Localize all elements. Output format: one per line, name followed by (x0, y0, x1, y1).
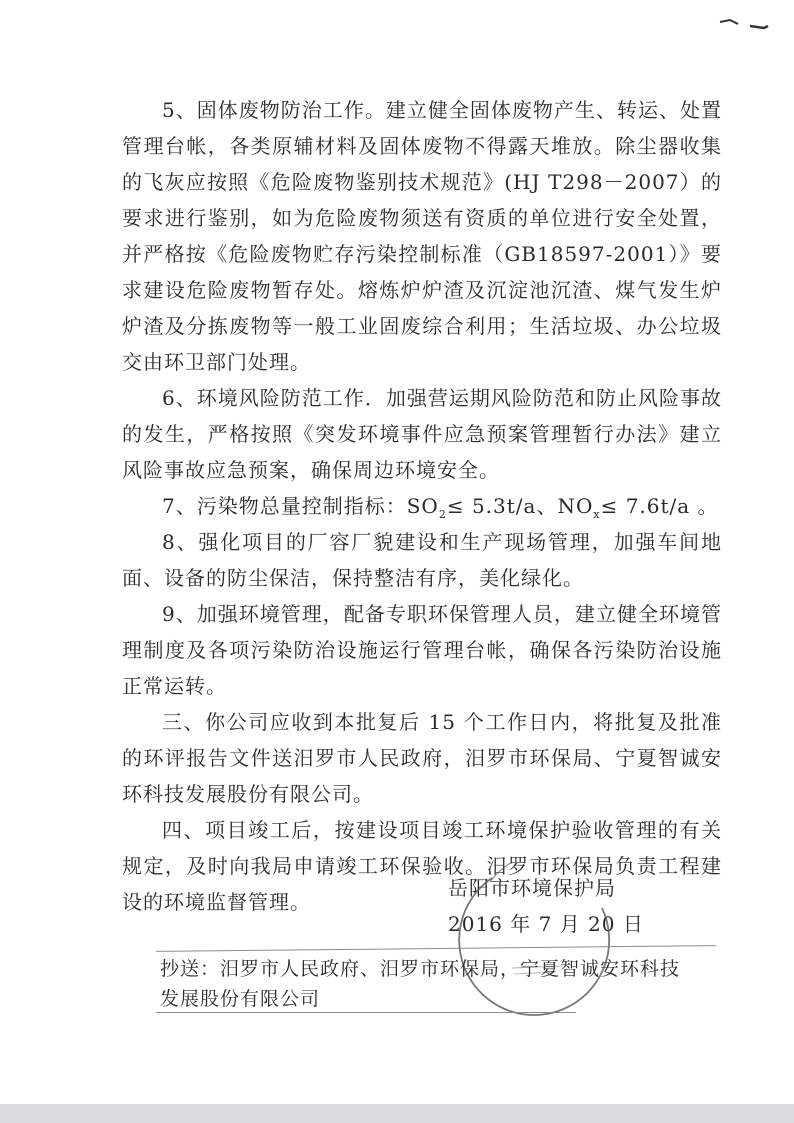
document-body (122, 92, 722, 920)
signature-date: 2016 年 7 月 20 日 (448, 912, 644, 936)
paragraph-site-management: 8、强化项目的厂容厂貌建设和生产现场管理，加强车间地面、设备的防尘保洁，保持整洁有序，美化绿化。 (122, 530, 722, 590)
paragraph-acceptance: 四、项目竣工后，按建设项目竣工环境保护验收管理的有关规定，及时向我局申请竣工环保验收。汨罗市环保局负责工程建设的环境监督管理。 (122, 818, 722, 914)
paragraph-solid-waste: 5、固体废物防治工作。建立健全固体废物产生、转运、处置管理台帐，各类原辅材料及固体废物不得露天堆放。除尘器收集的飞灰应按照《危险废物鉴别技术规范》(HJ T298－2007）的要求进行鉴别，如为危险废物须送有资质的单位进行安全处置，并严格按《危险废物贮存污染控制标准（GB18597-2001）》要求建设危险废物暂存处。熔炼炉炉渣及沉淀池沉渣、煤气发生炉炉渣及分拣废物等一般工业固废综合利用；生活垃圾、办公垃圾交由环卫部门处理。 (122, 98, 722, 374)
paragraph-submission: 三、你公司应收到本批复后 15 个工作日内，将批复及批准的环评报告文件送汨罗市人民政府，汨罗市环保局、宁夏智诚安环科技发展股份有限公司。 (122, 710, 722, 806)
cc-line-2: 发展股份有限公司 (160, 988, 321, 1010)
cc-top-rule (156, 945, 716, 952)
paragraph-risk-prevention: 6、环境风险防范工作．加强营运期风险防范和防止风险事故的发生，严格按照《突发环境事件应急预案管理暂行办法》建立风险事故应急预案，确保周边环境安全。 (122, 386, 722, 482)
nox-subscript: x (593, 508, 601, 521)
so2-limit: ≤ 5.3t/a、NO (446, 494, 594, 518)
nox-limit: ≤ 7.6t/a 。 (600, 494, 719, 518)
cc-bottom-rule (156, 1012, 576, 1013)
scan-edge-strip (0, 1104, 794, 1123)
cc-line-1: 抄送：汨罗市人民政府、汨罗市环保局，宁夏智诚安环科技 (160, 958, 681, 980)
scan-mark-icon (716, 14, 772, 34)
emission-limits-prefix: 7、污染物总量控制指标：SO (162, 494, 439, 518)
so2-subscript: 2 (438, 508, 447, 521)
paragraph-emission-limits (122, 488, 722, 524)
paragraph-environmental-management: 9、加强环境管理，配备专职环保管理人员，建立健全环境管理制度及各项污染防治设施运行管理台帐，确保各污染防治设施正常运转。 (122, 602, 722, 698)
signature-organization: 岳阳市环境保护局 (448, 876, 616, 900)
cc-list (160, 954, 720, 1014)
